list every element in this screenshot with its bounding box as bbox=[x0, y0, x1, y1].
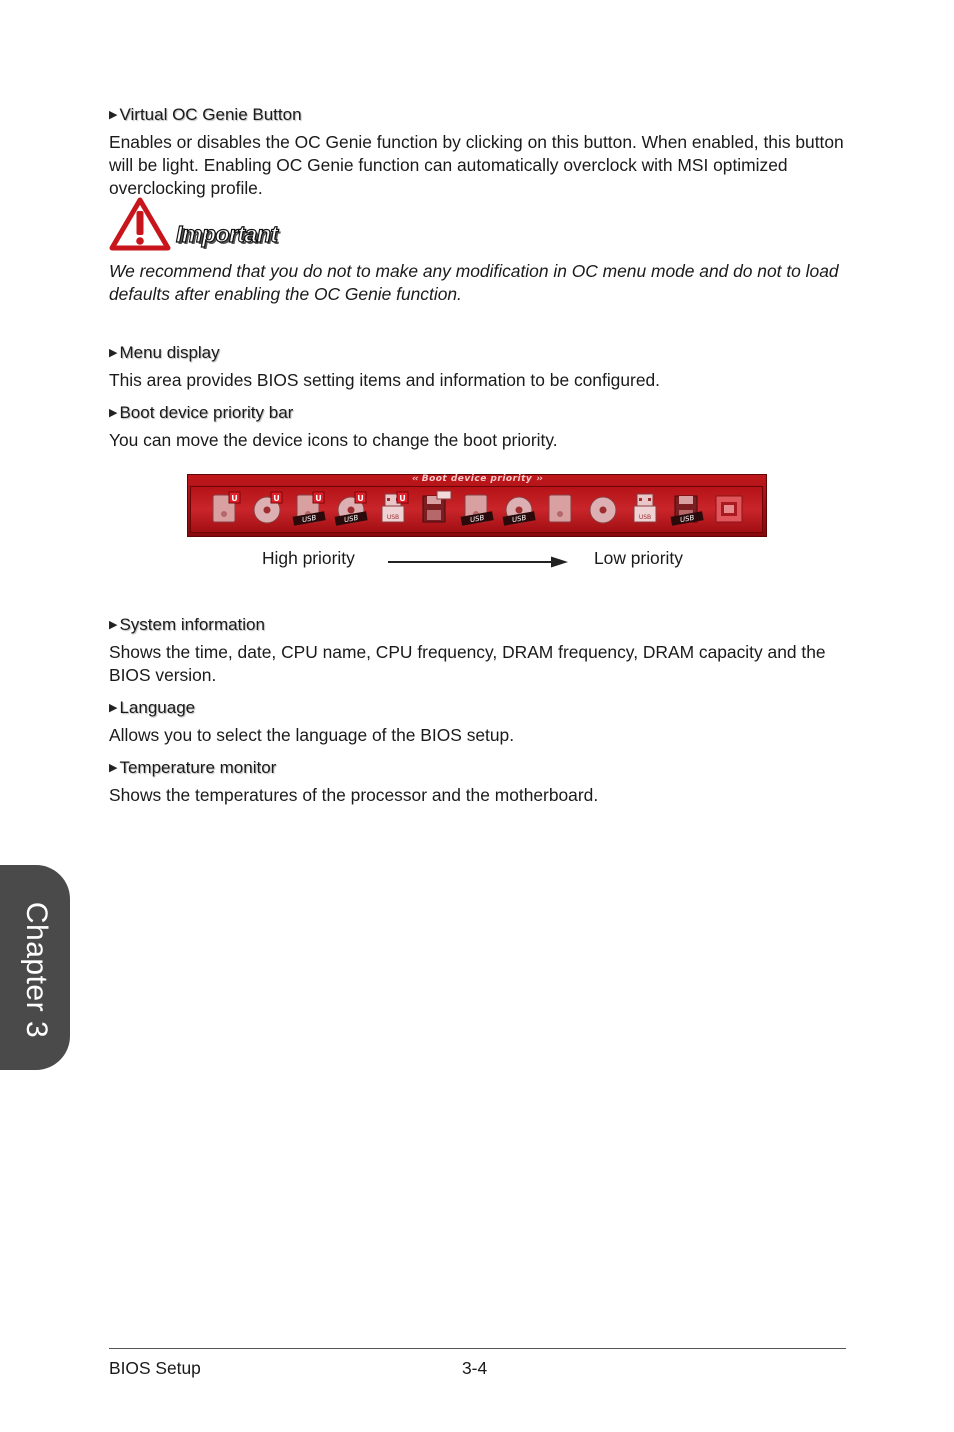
svg-text:USB: USB bbox=[343, 513, 359, 525]
heading-text: Virtual OC Genie Button bbox=[119, 105, 302, 124]
section-body-menu-display: This area provides BIOS setting items and information to be configured. bbox=[109, 370, 660, 390]
bullet-triangle-icon: ▶ bbox=[109, 347, 118, 359]
svg-text:USB: USB bbox=[511, 513, 527, 525]
heading-text: System information bbox=[119, 615, 265, 634]
bullet-triangle-icon: ▶ bbox=[109, 109, 118, 121]
warning-triangle-icon bbox=[109, 197, 171, 251]
svg-text:USB: USB bbox=[638, 514, 652, 521]
heading-text: Language bbox=[119, 698, 196, 717]
arrow-right-icon bbox=[386, 548, 571, 574]
svg-text:U: U bbox=[231, 494, 238, 503]
hdd-icon[interactable] bbox=[207, 490, 243, 526]
bullet-triangle-icon: ▶ bbox=[109, 619, 118, 631]
heading-text: Temperature monitor bbox=[119, 758, 277, 777]
svg-text:USB: USB bbox=[679, 513, 695, 525]
low-priority-label: Low priority bbox=[594, 548, 683, 568]
footer-rule bbox=[109, 1348, 846, 1349]
boot-bar-label: ‹‹ Boot device priority ›› bbox=[412, 474, 542, 484]
network-icon[interactable] bbox=[711, 490, 747, 526]
svg-text:U: U bbox=[399, 494, 406, 503]
heading-text: Boot device priority bar bbox=[119, 403, 294, 422]
priority-legend bbox=[0, 548, 954, 574]
footer-page-number: 3-4 bbox=[462, 1358, 488, 1378]
section-body-boot-bar: You can move the device icons to change the boot priority. bbox=[109, 430, 558, 450]
section-heading-menu-display bbox=[109, 343, 220, 363]
heading-text: Menu display bbox=[119, 343, 220, 362]
hdd-icon[interactable] bbox=[543, 490, 579, 526]
bullet-triangle-icon: ▶ bbox=[109, 407, 118, 419]
optical-drive-icon[interactable] bbox=[585, 490, 621, 526]
boot-device-priority-bar bbox=[187, 474, 767, 537]
svg-text:USB: USB bbox=[301, 513, 317, 525]
important-callout bbox=[109, 197, 309, 253]
usb-key-icon[interactable] bbox=[375, 490, 411, 526]
important-title: Important bbox=[176, 221, 278, 247]
section-heading-system-info bbox=[109, 615, 265, 635]
svg-text:U: U bbox=[315, 494, 322, 503]
svg-text:USB: USB bbox=[469, 513, 485, 525]
high-priority-label: High priority bbox=[262, 548, 355, 568]
usb-hdd-icon[interactable] bbox=[459, 490, 495, 526]
section-body-oc-genie: Enables or disables the OC Genie function by clicking on this button. When enabled, this button will be light. Enabling OC Genie function can automatically overclock with MSI optimized overclocking profile. bbox=[109, 132, 844, 198]
section-heading-oc-genie bbox=[109, 105, 302, 125]
section-body-system-info: Shows the time, date, CPU name, CPU frequency, DRAM frequency, DRAM capacity and the BIOS version. bbox=[109, 642, 826, 685]
usb-hdd-icon[interactable] bbox=[291, 490, 327, 526]
usb-optical-icon[interactable] bbox=[333, 490, 369, 526]
svg-text:U: U bbox=[357, 494, 364, 503]
bullet-triangle-icon: ▶ bbox=[109, 702, 118, 714]
optical-drive-icon[interactable] bbox=[249, 490, 285, 526]
svg-text:USB: USB bbox=[386, 514, 400, 521]
section-body-language: Allows you to select the language of the BIOS setup. bbox=[109, 725, 515, 745]
section-heading-temperature bbox=[109, 758, 276, 778]
usb-optical-icon[interactable] bbox=[501, 490, 537, 526]
chapter-tab-label: Chapter 3 bbox=[20, 901, 53, 1039]
important-body: We recommend that you do not to make any modification in OC menu mode and do not to load defaults after enabling the OC Genie function. bbox=[109, 261, 839, 304]
floppy-icon[interactable] bbox=[417, 490, 453, 526]
section-body-temperature: Shows the temperatures of the processor and the motherboard. bbox=[109, 785, 599, 805]
section-heading-language bbox=[109, 698, 195, 718]
usb-key-icon[interactable] bbox=[627, 490, 663, 526]
usb-floppy-icon[interactable] bbox=[669, 490, 705, 526]
bullet-triangle-icon: ▶ bbox=[109, 762, 118, 774]
footer-section-name: BIOS Setup bbox=[109, 1358, 201, 1378]
section-heading-boot-bar bbox=[109, 403, 293, 423]
svg-text:U: U bbox=[273, 494, 280, 503]
